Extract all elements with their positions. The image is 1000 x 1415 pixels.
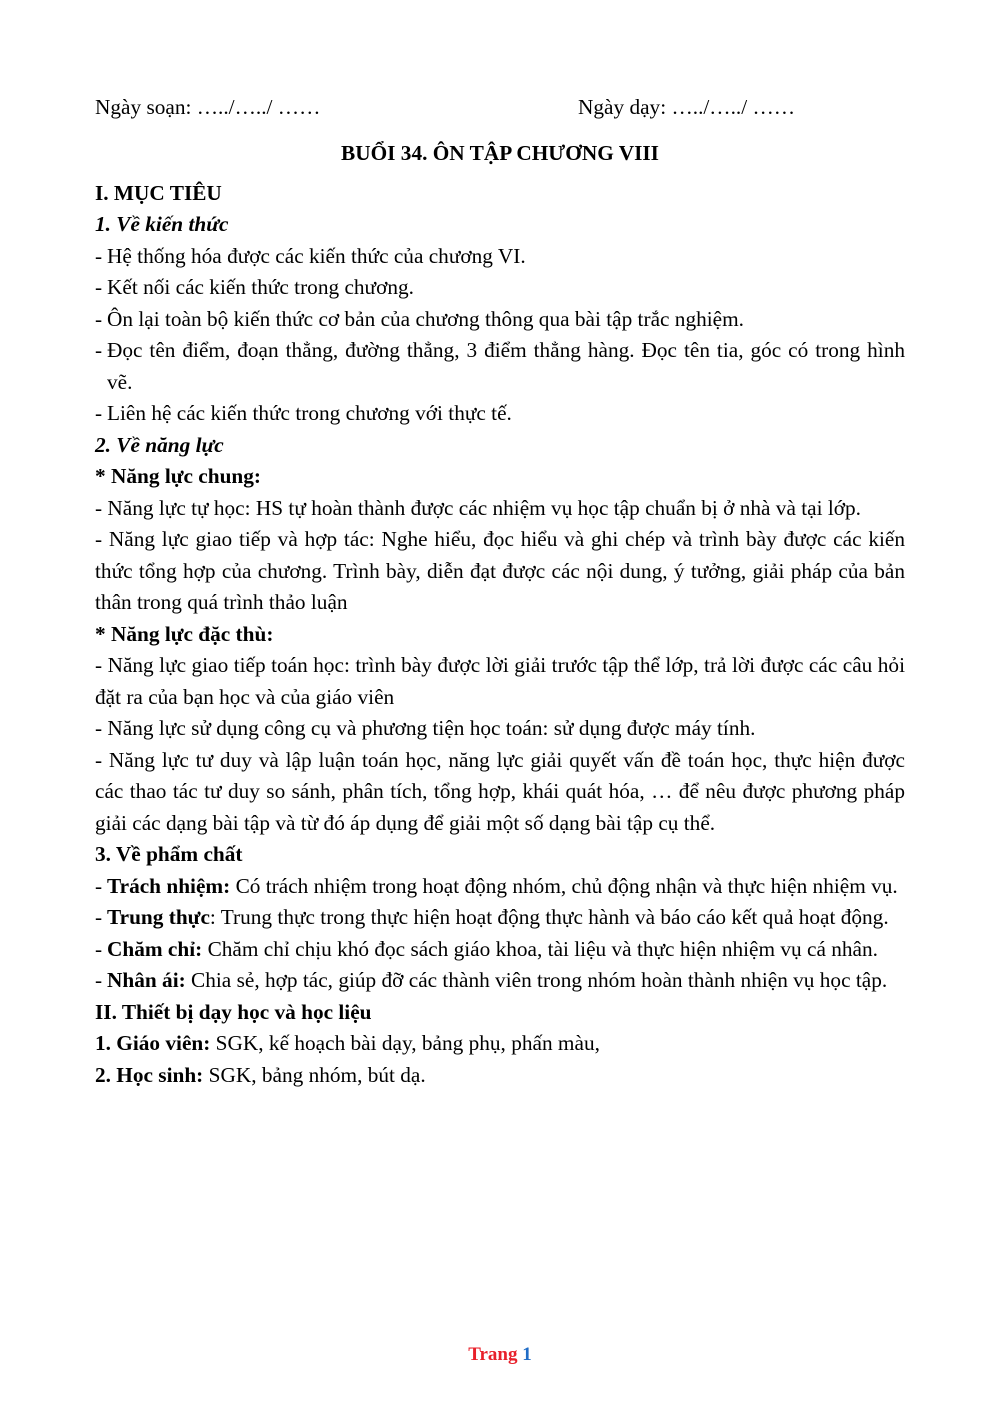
quality-item: - Trung thực: Trung thực trong thực hiện hoạt động thực hành và báo cáo kết quả hoạt động. — [95, 905, 889, 929]
knowledge-item: - Liên hệ các kiến thức trong chương với thực tế. — [95, 401, 512, 425]
specific-competence-heading: * Năng lực đặc thù: — [95, 621, 274, 646]
student-text: SGK, bảng nhóm, bút dạ. — [203, 1062, 426, 1087]
quality-term: Chăm chỉ: — [107, 936, 203, 961]
specific-competence-item: - Năng lực tư duy và lập luận toán học, năng lực giải quyết vấn đề toán học, thực hiện được các thao tác tư duy so sánh, phân tích, tổng hợp, khái quát hóa, … để nêu được phương pháp giải các dạng bài tập và từ đó áp dụng để giải một số dạng bài tập cụ thể. — [95, 747, 905, 835]
date-prepared: Ngày soạn: …../…../ …… — [95, 95, 321, 119]
student-materials — [95, 1060, 905, 1092]
teacher-materials — [95, 1028, 905, 1060]
quality-text: Chăm chỉ chịu khó đọc sách giáo khoa, tài liệu và thực hiện nhiệm vụ cá nhân. — [202, 936, 878, 961]
quality-term: Trung thực — [107, 905, 210, 929]
quality-item: - Trách nhiệm: Có trách nhiệm trong hoạt động nhóm, chủ động nhận và thực hiện nhiệm vụ. — [95, 873, 898, 898]
date-taught: Ngày dạy: …../…../ …… — [578, 95, 796, 119]
quality-text: : Trung thực trong thực hiện hoạt động thực hành và báo cáo kết quả hoạt động. — [209, 905, 889, 929]
lesson-title: BUỔI 34. ÔN TẬP CHƯƠNG VIII — [341, 141, 659, 165]
general-competence-item: - Năng lực giao tiếp và hợp tác: Nghe hiểu, đọc hiểu và ghi chép và trình bày được các kiến thức tổng hợp của chương. Trình bày, diễn đạt được các nội dung, ý tưởng, giải pháp của bản thân trong quá trình thảo luận — [95, 527, 905, 614]
knowledge-item: - Ôn lại toàn bộ kiến thức cơ bản của chương thông qua bài tập trắc nghiệm. — [95, 306, 745, 331]
quality-item: - Nhân ái: Chia sẻ, hợp tác, giúp đỡ các thành viên trong nhóm hoàn thành nhiện vụ học tập. — [95, 968, 888, 992]
quality-text: Chia sẻ, hợp tác, giúp đỡ các thành viên trong nhóm hoàn thành nhiện vụ học tập. — [185, 968, 888, 992]
competence-heading: 2. Về năng lực — [95, 432, 224, 457]
specific-competence-item: - Năng lực giao tiếp toán học: trình bày được lời giải trước tập thể lớp, trả lời được các câu hỏi đặt ra của bạn học và của giáo viên — [95, 653, 905, 709]
quality-item: - Chăm chỉ: Chăm chỉ chịu khó đọc sách giáo khoa, tài liệu và thực hiện nhiệm vụ cá nhân. — [95, 936, 878, 961]
section-objectives-heading: I. MỤC TIÊU — [95, 180, 222, 205]
page-label: Trang — [468, 1344, 518, 1365]
teacher-label: 1. Giáo viên: — [95, 1031, 211, 1055]
equipment-heading: II. Thiết bị dạy học và học liệu — [95, 999, 372, 1024]
student-label: 2. Học sinh: — [95, 1062, 204, 1087]
date-header — [95, 92, 905, 126]
quality-term: Trách nhiệm: — [107, 873, 231, 898]
document-page — [95, 92, 905, 1091]
page-number: 1 — [522, 1344, 532, 1365]
general-competence-heading: * Năng lực chung: — [95, 464, 262, 488]
specific-competence-item: - Năng lực sử dụng công cụ và phương tiện học toán: sử dụng được máy tính. — [95, 716, 756, 740]
page-footer — [0, 1344, 1000, 1366]
knowledge-item: - Kết nối các kiến thức trong chương. — [95, 275, 414, 299]
teacher-text: SGK, kế hoạch bài dạy, bảng phụ, phấn màu, — [210, 1031, 600, 1055]
knowledge-item: - Đọc tên điểm, đoạn thẳng, đường thẳng, 3 điểm thẳng hàng. Đọc tên tia, góc có trong hình vẽ. — [95, 338, 905, 394]
quality-text: Có trách nhiệm trong hoạt động nhóm, chủ động nhận và thực hiện nhiệm vụ. — [230, 873, 898, 898]
knowledge-item: - Hệ thống hóa được các kiến thức của chương VI. — [95, 243, 526, 268]
quality-term: Nhân ái: — [107, 968, 186, 992]
knowledge-heading: 1. Về kiến thức — [95, 212, 229, 236]
qualities-heading: 3. Về phẩm chất — [95, 842, 243, 866]
general-competence-item: - Năng lực tự học: HS tự hoàn thành được các nhiệm vụ học tập chuẩn bị ở nhà và tại lớp. — [95, 495, 861, 520]
